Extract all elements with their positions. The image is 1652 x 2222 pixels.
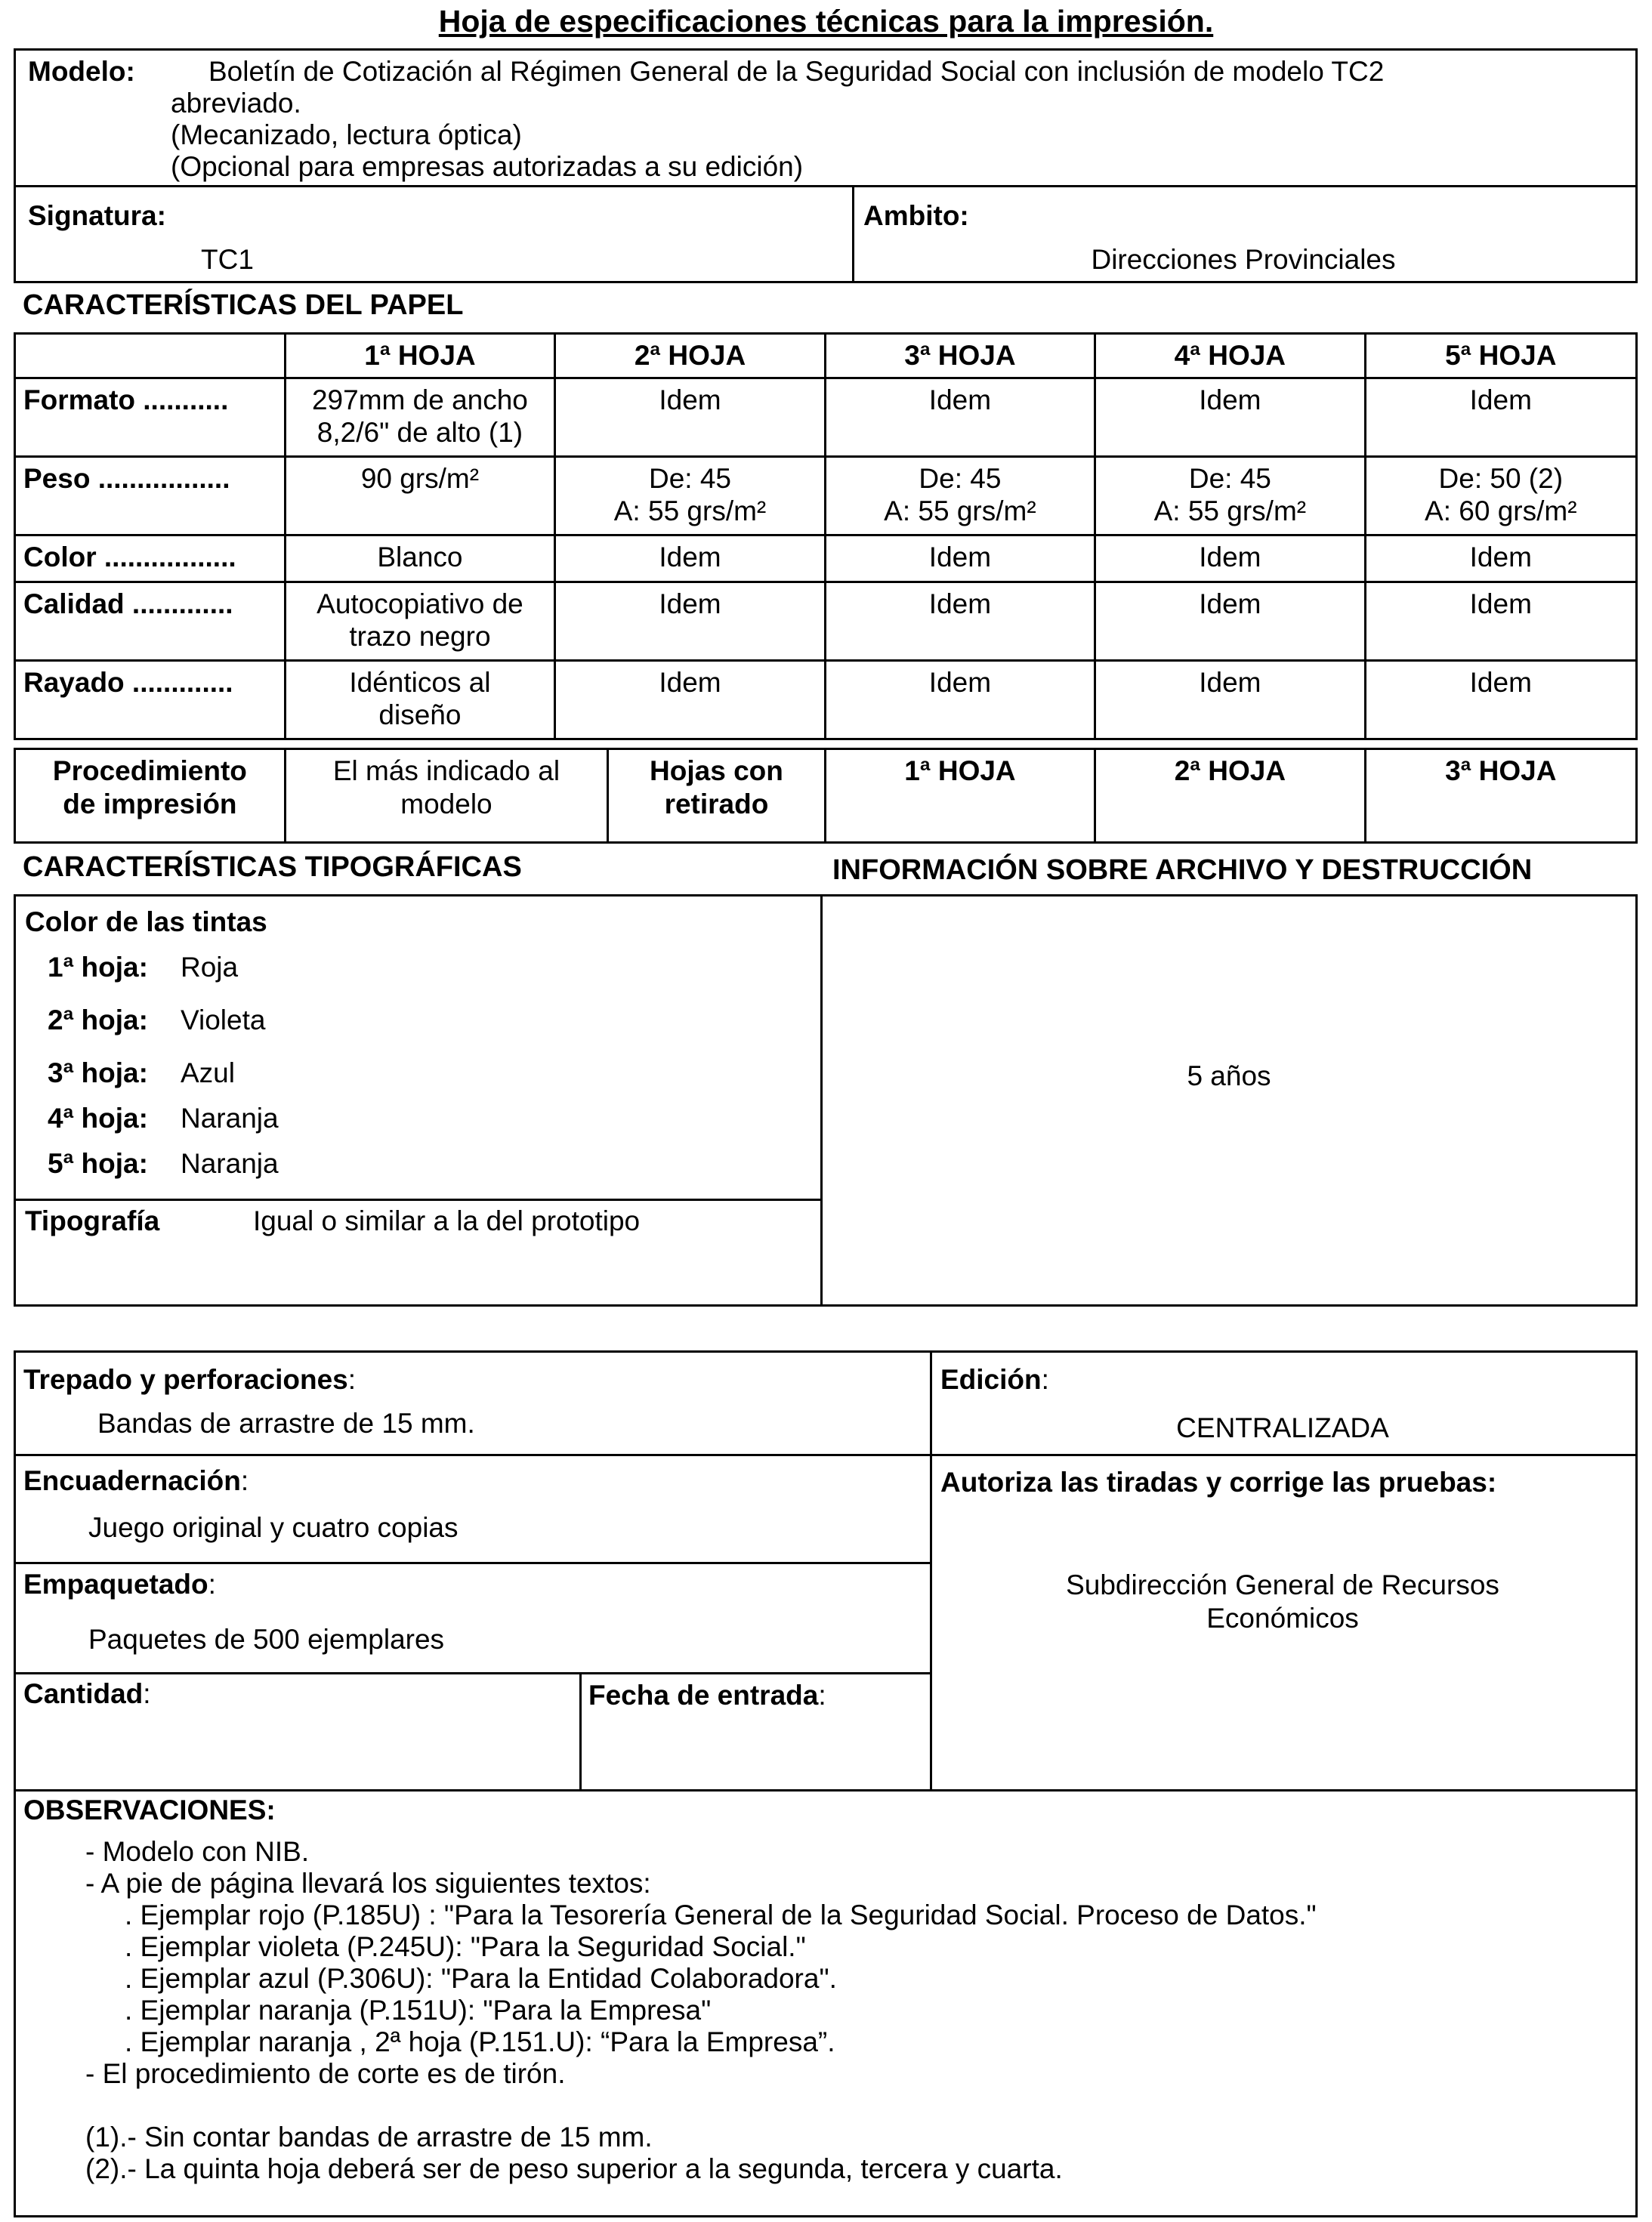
papel-row-rayado bbox=[15, 660, 1637, 739]
trepado-value: Bandas de arrastre de 15 mm. bbox=[97, 1408, 475, 1439]
papel-cell: Autocopiativo de trazo negro bbox=[285, 582, 555, 660]
papel-cell: 297mm de ancho 8,2/6" de alto (1) bbox=[285, 378, 555, 456]
autoriza-value: Subdirección General de Recursos Económicos bbox=[1066, 1569, 1499, 1634]
modelo-line4: (Opcional para empresas autorizadas a su edición) bbox=[171, 151, 804, 182]
papel-cell: Idem bbox=[555, 378, 825, 456]
retirado-hoja-3: 3ª HOJA bbox=[1365, 749, 1636, 843]
observacion-line: - El procedimiento de corte es de tirón. bbox=[85, 2058, 566, 2089]
papel-cell: Idem bbox=[825, 660, 1095, 739]
papel-row-label: Formato ........... bbox=[15, 378, 286, 456]
observacion-line bbox=[85, 2090, 1317, 2122]
tinta-hoja-4: 4ª hoja: bbox=[48, 1103, 148, 1134]
retirado-hoja-1: 1ª HOJA bbox=[825, 749, 1095, 843]
papel-cell: Idem bbox=[825, 582, 1095, 660]
ambito-value: Direcciones Provinciales bbox=[1091, 244, 1396, 275]
tinta-hoja-3: 3ª hoja: bbox=[48, 1057, 148, 1088]
papel-row-color bbox=[15, 535, 1637, 582]
fecha-label-text: Fecha de entrada bbox=[588, 1680, 819, 1711]
edicion-label-text: Edición bbox=[940, 1364, 1042, 1395]
papel-col-5: 5ª HOJA bbox=[1365, 334, 1636, 378]
tinta-hoja-5: 5ª hoja: bbox=[48, 1148, 148, 1179]
empaquetado-value: Paquetes de 500 ejemplares bbox=[88, 1624, 445, 1655]
papel-cell: Idem bbox=[1365, 660, 1636, 739]
page-title: Hoja de especificaciones técnicas para la impresión. bbox=[438, 4, 1214, 39]
observacion-line: - A pie de página llevará los siguientes textos: bbox=[85, 1868, 651, 1899]
tinta-hoja-2: 2ª hoja: bbox=[48, 1005, 148, 1035]
papel-col-4: 4ª HOJA bbox=[1095, 334, 1365, 378]
tipografia-label: Tipografía bbox=[25, 1205, 160, 1236]
empaquetado-label: Empaquetado: bbox=[23, 1569, 216, 1600]
papel-cell: Idem bbox=[1365, 535, 1636, 582]
encuadernacion-label: Encuadernación: bbox=[23, 1465, 249, 1496]
observacion-line: . Ejemplar naranja (P.151U): "Para la Empresa" bbox=[125, 1995, 712, 2026]
papel-col-2: 2ª HOJA bbox=[555, 334, 825, 378]
papel-cell: Idem bbox=[1095, 378, 1365, 456]
archivo-heading: INFORMACIÓN SOBRE ARCHIVO Y DESTRUCCIÓN bbox=[832, 854, 1533, 886]
papel-cell: Idénticos al diseño bbox=[285, 660, 555, 739]
papel-cell: Idem bbox=[1095, 535, 1365, 582]
papel-cell: Blanco bbox=[285, 535, 555, 582]
papel-cell: De: 45 A: 55 grs/m² bbox=[1095, 456, 1365, 535]
observacion-line: - Modelo con NIB. bbox=[85, 1836, 310, 1867]
tinta-hoja-1: 1ª hoja: bbox=[48, 952, 148, 983]
papel-row-label: Color ................. bbox=[15, 535, 286, 582]
tinta-color-1: Roja bbox=[181, 952, 239, 983]
modelo-line3: (Mecanizado, lectura óptica) bbox=[171, 119, 522, 150]
papel-cell: Idem bbox=[1365, 378, 1636, 456]
papel-cell: Idem bbox=[1095, 660, 1365, 739]
papel-cell: De: 45 A: 55 grs/m² bbox=[825, 456, 1095, 535]
papel-cell: Idem bbox=[555, 582, 825, 660]
papel-row-label: Calidad ............. bbox=[15, 582, 286, 660]
modelo-box bbox=[14, 48, 1638, 187]
empaquetado-label-text: Empaquetado bbox=[23, 1569, 208, 1600]
autoriza-label: Autoriza las tiradas y corrige las pruebas: bbox=[940, 1467, 1497, 1498]
ambito-label: Ambito: bbox=[863, 200, 969, 231]
papel-row-label: Peso ................. bbox=[15, 456, 286, 535]
edicion-label: Edición: bbox=[940, 1364, 1049, 1395]
observaciones-list bbox=[85, 1836, 1317, 2185]
papel-cell: De: 45 A: 55 grs/m² bbox=[555, 456, 825, 535]
papel-row-label: Rayado ............. bbox=[15, 660, 286, 739]
observacion-line: . Ejemplar violeta (P.245U): "Para la Seguridad Social." bbox=[125, 1931, 806, 1962]
encuadernacion-label-text: Encuadernación bbox=[23, 1465, 241, 1496]
lower-box bbox=[14, 1350, 1638, 2217]
observacion-line: (2).- La quinta hoja deberá ser de peso superior a la segunda, tercera y cuarta. bbox=[85, 2153, 1063, 2184]
papel-cell: Idem bbox=[555, 660, 825, 739]
procedimiento-value: El más indicado al modelo bbox=[285, 749, 607, 843]
papel-cell: Idem bbox=[1365, 582, 1636, 660]
tintas-label: Color de las tintas bbox=[25, 906, 267, 937]
trepado-label: Trepado y perforaciones: bbox=[23, 1364, 357, 1395]
tinta-color-5: Naranja bbox=[181, 1148, 279, 1179]
cantidad-label-text: Cantidad bbox=[23, 1678, 144, 1709]
tipograficas-heading: CARACTERÍSTICAS TIPOGRÁFICAS bbox=[23, 851, 522, 883]
papel-cell: Idem bbox=[1095, 582, 1365, 660]
papel-row-peso bbox=[15, 456, 1637, 535]
trepado-label-text: Trepado y perforaciones bbox=[23, 1364, 348, 1395]
papel-cell: De: 50 (2) A: 60 grs/m² bbox=[1365, 456, 1636, 535]
observacion-line: . Ejemplar rojo (P.185U) : "Para la Tesorería General de la Seguridad Social. Proceso de Datos." bbox=[125, 1900, 1317, 1930]
observacion-line: (1).- Sin contar bandas de arrastre de 15 mm. bbox=[85, 2122, 653, 2153]
signatura-label: Signatura: bbox=[28, 200, 166, 231]
tipograficas-box bbox=[14, 894, 1638, 1307]
archivo-value: 5 años bbox=[1187, 1060, 1271, 1091]
modelo-line2: abreviado. bbox=[171, 88, 301, 119]
papel-row-formato bbox=[15, 378, 1637, 456]
edicion-value: CENTRALIZADA bbox=[1176, 1412, 1389, 1443]
encuadernacion-value: Juego original y cuatro copias bbox=[88, 1512, 459, 1543]
tinta-color-3: Azul bbox=[181, 1057, 235, 1088]
procedimiento-label: Procedimiento de impresión bbox=[15, 749, 286, 843]
modelo-label: Modelo: bbox=[28, 56, 135, 87]
observacion-line: . Ejemplar azul (P.306U): "Para la Entidad Colaboradora". bbox=[125, 1963, 837, 1994]
papel-col-1: 1ª HOJA bbox=[285, 334, 555, 378]
tipografia-value: Igual o similar a la del prototipo bbox=[253, 1205, 641, 1236]
signatura-value: TC1 bbox=[201, 244, 254, 275]
fecha-label: Fecha de entrada: bbox=[588, 1680, 826, 1711]
hojas-retirado-label: Hojas con retirado bbox=[608, 749, 826, 843]
papel-table bbox=[14, 332, 1638, 740]
observacion-line: . Ejemplar naranja , 2ª hoja (P.151.U): “Para la Empresa”. bbox=[125, 2026, 835, 2057]
papel-row-calidad bbox=[15, 582, 1637, 660]
tinta-color-4: Naranja bbox=[181, 1103, 279, 1134]
signatura-box bbox=[14, 185, 1638, 283]
observaciones-label: OBSERVACIONES: bbox=[23, 1795, 276, 1825]
papel-header-row bbox=[15, 334, 1637, 378]
procedimiento-table bbox=[14, 748, 1638, 844]
papel-cell: Idem bbox=[825, 535, 1095, 582]
modelo-line1: Boletín de Cotización al Régimen General de la Seguridad Social con inclusión de modelo TC2 bbox=[208, 56, 1385, 87]
papel-cell: 90 grs/m² bbox=[285, 456, 555, 535]
retirado-hoja-2: 2ª HOJA bbox=[1095, 749, 1365, 843]
papel-col-3: 3ª HOJA bbox=[825, 334, 1095, 378]
papel-cell: Idem bbox=[825, 378, 1095, 456]
papel-cell: Idem bbox=[555, 535, 825, 582]
papel-heading: CARACTERÍSTICAS DEL PAPEL bbox=[23, 289, 464, 321]
cantidad-label: Cantidad: bbox=[23, 1678, 151, 1709]
tinta-color-2: Violeta bbox=[181, 1005, 266, 1035]
